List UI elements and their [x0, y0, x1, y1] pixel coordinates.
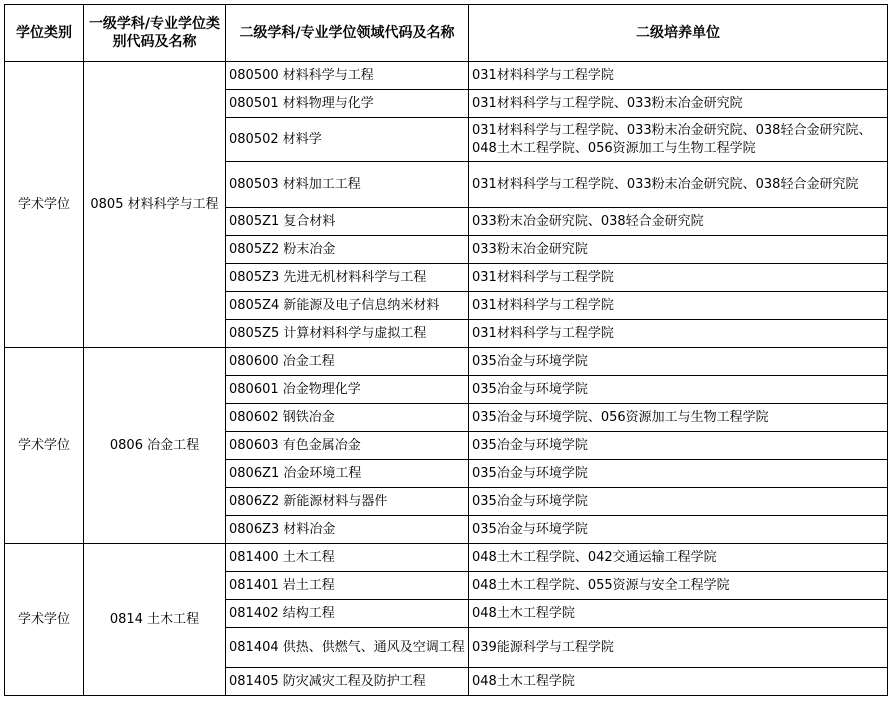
training-unit-cell: 035冶金与环境学院 — [469, 432, 888, 460]
training-unit-cell: 035冶金与环境学院 — [469, 348, 888, 376]
header-second-level: 二级学科/专业学位领域代码及名称 — [226, 5, 469, 62]
second-level-cell: 081405 防灾减灾工程及防护工程 — [226, 668, 469, 696]
second-level-cell: 080500 材料科学与工程 — [226, 62, 469, 90]
second-level-cell: 0805Z1 复合材料 — [226, 208, 469, 236]
training-unit-cell: 039能源科学与工程学院 — [469, 628, 888, 668]
second-level-cell: 080602 钢铁冶金 — [226, 404, 469, 432]
header-training-unit: 二级培养单位 — [469, 5, 888, 62]
header-first-level: 一级学科/专业学位类别代码及名称 — [84, 5, 226, 62]
second-level-cell: 081404 供热、供燃气、通风及空调工程 — [226, 628, 469, 668]
training-unit-cell: 033粉末冶金研究院 — [469, 236, 888, 264]
second-level-cell: 080603 有色金属冶金 — [226, 432, 469, 460]
second-level-cell: 0805Z3 先进无机材料科学与工程 — [226, 264, 469, 292]
second-level-cell: 0805Z2 粉末冶金 — [226, 236, 469, 264]
degree-type-cell: 学术学位 — [5, 62, 84, 348]
training-unit-cell: 048土木工程学院、042交通运输工程学院 — [469, 544, 888, 572]
training-unit-cell: 035冶金与环境学院、056资源加工与生物工程学院 — [469, 404, 888, 432]
second-level-cell: 0806Z2 新能源材料与器件 — [226, 488, 469, 516]
first-level-cell: 0805 材料科学与工程 — [84, 62, 226, 348]
training-unit-cell: 031材料科学与工程学院、033粉末冶金研究院 — [469, 90, 888, 118]
training-unit-cell: 031材料科学与工程学院、033粉末冶金研究院、038轻合金研究院 — [469, 162, 888, 208]
first-level-cell: 0806 冶金工程 — [84, 348, 226, 544]
table-row — [5, 62, 888, 90]
training-unit-cell: 048土木工程学院 — [469, 668, 888, 696]
second-level-cell: 081402 结构工程 — [226, 600, 469, 628]
table-row — [5, 348, 888, 376]
second-level-cell: 080600 冶金工程 — [226, 348, 469, 376]
second-level-cell: 080601 冶金物理化学 — [226, 376, 469, 404]
second-level-cell: 080503 材料加工工程 — [226, 162, 469, 208]
first-level-cell: 0814 土木工程 — [84, 544, 226, 696]
second-level-cell: 080501 材料物理与化学 — [226, 90, 469, 118]
training-unit-cell: 035冶金与环境学院 — [469, 460, 888, 488]
training-unit-cell: 035冶金与环境学院 — [469, 516, 888, 544]
training-unit-cell: 048土木工程学院 — [469, 600, 888, 628]
training-unit-cell: 035冶金与环境学院 — [469, 376, 888, 404]
table-row — [5, 544, 888, 572]
training-unit-cell: 033粉末冶金研究院、038轻合金研究院 — [469, 208, 888, 236]
second-level-cell: 0805Z5 计算材料科学与虚拟工程 — [226, 320, 469, 348]
training-unit-cell: 031材料科学与工程学院 — [469, 292, 888, 320]
second-level-cell: 080502 材料学 — [226, 118, 469, 162]
second-level-cell: 081401 岩土工程 — [226, 572, 469, 600]
training-unit-cell: 031材料科学与工程学院、033粉末冶金研究院、038轻合金研究院、048土木工程学院、056资源加工与生物工程学院 — [469, 118, 888, 162]
training-unit-cell: 048土木工程学院、055资源与安全工程学院 — [469, 572, 888, 600]
training-unit-cell: 031材料科学与工程学院 — [469, 62, 888, 90]
degree-type-cell: 学术学位 — [5, 348, 84, 544]
header-row — [5, 5, 888, 62]
training-unit-cell: 031材料科学与工程学院 — [469, 264, 888, 292]
discipline-table — [4, 4, 888, 696]
training-unit-cell: 035冶金与环境学院 — [469, 488, 888, 516]
header-degree-type: 学位类别 — [5, 5, 84, 62]
training-unit-cell: 031材料科学与工程学院 — [469, 320, 888, 348]
second-level-cell: 0806Z1 冶金环境工程 — [226, 460, 469, 488]
second-level-cell: 0806Z3 材料冶金 — [226, 516, 469, 544]
second-level-cell: 0805Z4 新能源及电子信息纳米材料 — [226, 292, 469, 320]
degree-type-cell: 学术学位 — [5, 544, 84, 696]
second-level-cell: 081400 土木工程 — [226, 544, 469, 572]
